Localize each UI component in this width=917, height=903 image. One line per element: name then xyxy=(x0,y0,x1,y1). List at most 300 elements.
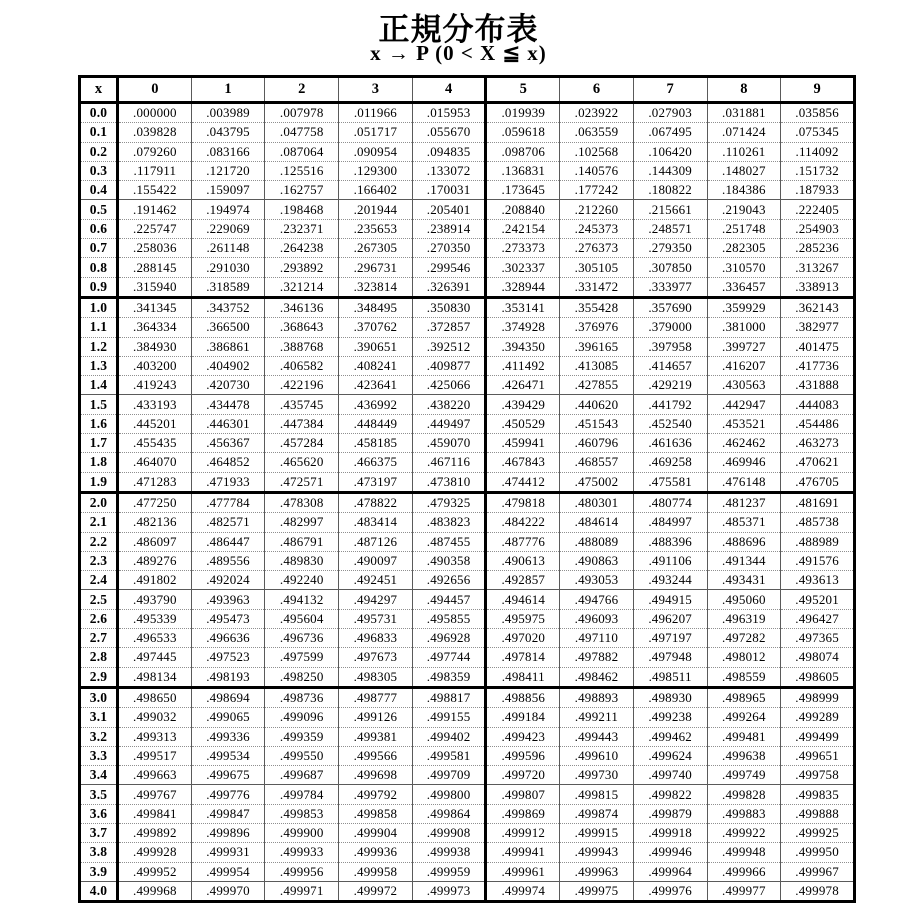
table-row-2.0 xyxy=(80,492,855,512)
table-cell: .457284 xyxy=(265,434,339,453)
table-cell: .326391 xyxy=(412,277,486,297)
table-cell: .235653 xyxy=(339,219,413,238)
table-cell: .497282 xyxy=(707,629,781,648)
table-cell: .499874 xyxy=(560,804,634,823)
table-row-1.3 xyxy=(80,356,855,375)
table-cell: .499958 xyxy=(339,862,413,881)
table-cell: .458185 xyxy=(339,434,413,453)
normal-distribution-table xyxy=(78,75,856,903)
header-cell-x: x xyxy=(80,77,118,103)
table-cell: .463273 xyxy=(781,434,855,453)
table-cell: .242154 xyxy=(486,219,560,238)
table-row-0.6 xyxy=(80,219,855,238)
table-cell: .496319 xyxy=(707,609,781,628)
page-title: 正規分布表 xyxy=(378,12,539,47)
table-cell: .497599 xyxy=(265,648,339,667)
table-cell: .414657 xyxy=(633,356,707,375)
table-cell: .258036 xyxy=(118,239,192,258)
table-cell: .087064 xyxy=(265,142,339,161)
table-cell: .307850 xyxy=(633,258,707,277)
table-cell: .499720 xyxy=(486,766,560,785)
table-cell: .499596 xyxy=(486,746,560,765)
table-row-1.6 xyxy=(80,414,855,433)
table-cell: .133072 xyxy=(412,161,486,180)
table-cell: .499858 xyxy=(339,804,413,823)
table-cell: .499581 xyxy=(412,746,486,765)
table-cell: .461636 xyxy=(633,434,707,453)
table-cell: .497523 xyxy=(191,648,265,667)
table-cell: .492024 xyxy=(191,571,265,590)
table-cell: .493053 xyxy=(560,571,634,590)
table-cell: .372857 xyxy=(412,318,486,337)
table-body xyxy=(80,103,855,902)
table-cell: .430563 xyxy=(707,376,781,395)
table-cell: .499946 xyxy=(633,843,707,862)
row-label: 1.1 xyxy=(80,318,118,337)
table-cell: .090954 xyxy=(339,142,413,161)
table-cell: .376976 xyxy=(560,318,634,337)
header-cell-0: 0 xyxy=(118,77,192,103)
table-cell: .499443 xyxy=(560,727,634,746)
table-cell: .499952 xyxy=(118,862,192,881)
table-cell: .499941 xyxy=(486,843,560,862)
table-cell: .374928 xyxy=(486,318,560,337)
table-cell: .098706 xyxy=(486,142,560,161)
table-row-0.2 xyxy=(80,142,855,161)
row-label: 3.4 xyxy=(80,766,118,785)
table-cell: .499776 xyxy=(191,785,265,804)
table-cell: .496093 xyxy=(560,609,634,628)
table-cell: .390651 xyxy=(339,337,413,356)
row-label: 3.0 xyxy=(80,687,118,707)
table-cell: .497744 xyxy=(412,648,486,667)
table-cell: .498305 xyxy=(339,667,413,687)
table-cell: .499264 xyxy=(707,708,781,727)
row-label: 0.7 xyxy=(80,239,118,258)
row-label: 1.0 xyxy=(80,297,118,317)
table-cell: .350830 xyxy=(412,297,486,317)
table-cell: .499638 xyxy=(707,746,781,765)
table-cell: .019939 xyxy=(486,103,560,123)
table-cell: .261148 xyxy=(191,239,265,258)
table-cell: .495339 xyxy=(118,609,192,628)
table-cell: .328944 xyxy=(486,277,560,297)
table-cell: .173645 xyxy=(486,181,560,200)
table-cell: .031881 xyxy=(707,103,781,123)
table-row-3.4 xyxy=(80,766,855,785)
header-cell-7: 7 xyxy=(633,77,707,103)
table-cell: .494132 xyxy=(265,590,339,609)
table-row-3.2 xyxy=(80,727,855,746)
table-cell: .491344 xyxy=(707,551,781,570)
table-row-4.0 xyxy=(80,881,855,901)
table-cell: .492656 xyxy=(412,571,486,590)
table-cell: .270350 xyxy=(412,239,486,258)
table-cell: .489830 xyxy=(265,551,339,570)
table-cell: .499687 xyxy=(265,766,339,785)
table-cell: .444083 xyxy=(781,395,855,414)
table-cell: .343752 xyxy=(191,297,265,317)
table-cell: .494297 xyxy=(339,590,413,609)
table-cell: .310570 xyxy=(707,258,781,277)
table-row-2.3 xyxy=(80,551,855,570)
row-label: 1.5 xyxy=(80,395,118,414)
table-cell: .498511 xyxy=(633,667,707,687)
table-cell: .125516 xyxy=(265,161,339,180)
table-cell: .225747 xyxy=(118,219,192,238)
table-cell: .436992 xyxy=(339,395,413,414)
table-cell: .435745 xyxy=(265,395,339,414)
table-cell: .499954 xyxy=(191,862,265,881)
table-cell: .381000 xyxy=(707,318,781,337)
table-cell: .282305 xyxy=(707,239,781,258)
table-cell: .051717 xyxy=(339,123,413,142)
table-cell: .366500 xyxy=(191,318,265,337)
table-cell: .433193 xyxy=(118,395,192,414)
table-cell: .353141 xyxy=(486,297,560,317)
row-label: 2.2 xyxy=(80,532,118,551)
table-cell: .219043 xyxy=(707,200,781,219)
table-cell: .323814 xyxy=(339,277,413,297)
table-row-3.6 xyxy=(80,804,855,823)
table-cell: .499096 xyxy=(265,708,339,727)
row-label: 2.0 xyxy=(80,492,118,512)
table-cell: .493613 xyxy=(781,571,855,590)
table-cell: .482571 xyxy=(191,513,265,532)
table-cell: .476148 xyxy=(707,472,781,492)
table-cell: .480774 xyxy=(633,492,707,512)
table-cell: .499869 xyxy=(486,804,560,823)
table-cell: .401475 xyxy=(781,337,855,356)
table-cell: .491106 xyxy=(633,551,707,570)
table-cell: .459941 xyxy=(486,434,560,453)
table-cell: .452540 xyxy=(633,414,707,433)
table-cell: .498559 xyxy=(707,667,781,687)
table-row-1.2 xyxy=(80,337,855,356)
table-cell: .499184 xyxy=(486,708,560,727)
table-cell: .498965 xyxy=(707,687,781,707)
table-cell: .498650 xyxy=(118,687,192,707)
header-cell-4: 4 xyxy=(412,77,486,103)
table-cell: .416207 xyxy=(707,356,781,375)
table-cell: .497948 xyxy=(633,648,707,667)
table-cell: .498893 xyxy=(560,687,634,707)
table-cell: .302337 xyxy=(486,258,560,277)
table-cell: .499888 xyxy=(781,804,855,823)
table-cell: .499336 xyxy=(191,727,265,746)
table-cell: .498462 xyxy=(560,667,634,687)
table-cell: .011966 xyxy=(339,103,413,123)
table-cell: .420730 xyxy=(191,376,265,395)
table-cell: .431888 xyxy=(781,376,855,395)
table-cell: .331472 xyxy=(560,277,634,297)
table-cell: .177242 xyxy=(560,181,634,200)
table-row-1.1 xyxy=(80,318,855,337)
table-cell: .499959 xyxy=(412,862,486,881)
table-cell: .499963 xyxy=(560,862,634,881)
table-cell: .495473 xyxy=(191,609,265,628)
table-cell: .384930 xyxy=(118,337,192,356)
table-cell: .498074 xyxy=(781,648,855,667)
table-cell: .396165 xyxy=(560,337,634,356)
table-cell: .071424 xyxy=(707,123,781,142)
table-cell: .490097 xyxy=(339,551,413,570)
table-cell: .499896 xyxy=(191,823,265,842)
table-cell: .499517 xyxy=(118,746,192,765)
table-cell: .494766 xyxy=(560,590,634,609)
table-cell: .499709 xyxy=(412,766,486,785)
table-cell: .499730 xyxy=(560,766,634,785)
table-cell: .491802 xyxy=(118,571,192,590)
table-cell: .477784 xyxy=(191,492,265,512)
table-cell: .296731 xyxy=(339,258,413,277)
table-cell: .159097 xyxy=(191,181,265,200)
table-cell: .251748 xyxy=(707,219,781,238)
table-cell: .499663 xyxy=(118,766,192,785)
table-cell: .313267 xyxy=(781,258,855,277)
row-label: 0.2 xyxy=(80,142,118,161)
table-cell: .499883 xyxy=(707,804,781,823)
table-cell: .441792 xyxy=(633,395,707,414)
table-cell: .426471 xyxy=(486,376,560,395)
table-cell: .484222 xyxy=(486,513,560,532)
table-cell: .315940 xyxy=(118,277,192,297)
table-cell: .481691 xyxy=(781,492,855,512)
table-cell: .499864 xyxy=(412,804,486,823)
table-cell: .493790 xyxy=(118,590,192,609)
table-cell: .438220 xyxy=(412,395,486,414)
table-cell: .476705 xyxy=(781,472,855,492)
table-cell: .488696 xyxy=(707,532,781,551)
table-cell: .499977 xyxy=(707,881,781,901)
table-cell: .423641 xyxy=(339,376,413,395)
table-cell: .496736 xyxy=(265,629,339,648)
table-cell: .205401 xyxy=(412,200,486,219)
table-cell: .362143 xyxy=(781,297,855,317)
table-cell: .413085 xyxy=(560,356,634,375)
table-row-0.1 xyxy=(80,123,855,142)
table-cell: .148027 xyxy=(707,161,781,180)
table-cell: .493244 xyxy=(633,571,707,590)
row-label: 0.1 xyxy=(80,123,118,142)
table-cell: .450529 xyxy=(486,414,560,433)
table-cell: .499313 xyxy=(118,727,192,746)
table-cell: .007978 xyxy=(265,103,339,123)
row-label: 1.3 xyxy=(80,356,118,375)
row-label: 1.8 xyxy=(80,453,118,472)
table-cell: .198468 xyxy=(265,200,339,219)
table-cell: .470621 xyxy=(781,453,855,472)
table-cell: .499610 xyxy=(560,746,634,765)
table-cell: .473810 xyxy=(412,472,486,492)
table-cell: .496427 xyxy=(781,609,855,628)
table-cell: .499943 xyxy=(560,843,634,862)
row-label: 0.9 xyxy=(80,277,118,297)
table-cell: .499815 xyxy=(560,785,634,804)
table-cell: .075345 xyxy=(781,123,855,142)
table-cell: .079260 xyxy=(118,142,192,161)
table-cell: .464070 xyxy=(118,453,192,472)
header-cell-5: 5 xyxy=(486,77,560,103)
table-cell: .492451 xyxy=(339,571,413,590)
table-cell: .499971 xyxy=(265,881,339,901)
table-cell: .498359 xyxy=(412,667,486,687)
table-cell: .499566 xyxy=(339,746,413,765)
table-cell: .063559 xyxy=(560,123,634,142)
table-cell: .499841 xyxy=(118,804,192,823)
row-label: 1.6 xyxy=(80,414,118,433)
table-cell: .488396 xyxy=(633,532,707,551)
table-cell: .499961 xyxy=(486,862,560,881)
table-cell: .499800 xyxy=(412,785,486,804)
table-cell: .460796 xyxy=(560,434,634,453)
table-cell: .488089 xyxy=(560,532,634,551)
table-cell: .497197 xyxy=(633,629,707,648)
row-label: 2.5 xyxy=(80,590,118,609)
table-cell: .000000 xyxy=(118,103,192,123)
table-cell: .496833 xyxy=(339,629,413,648)
table-cell: .499950 xyxy=(781,843,855,862)
table-cell: .333977 xyxy=(633,277,707,297)
table-cell: .110261 xyxy=(707,142,781,161)
table-cell: .499915 xyxy=(560,823,634,842)
table-cell: .492240 xyxy=(265,571,339,590)
table-cell: .499974 xyxy=(486,881,560,901)
table-cell: .495604 xyxy=(265,609,339,628)
table-cell: .245373 xyxy=(560,219,634,238)
table-cell: .083166 xyxy=(191,142,265,161)
table-cell: .151732 xyxy=(781,161,855,180)
table-row-3.7 xyxy=(80,823,855,842)
table-cell: .417736 xyxy=(781,356,855,375)
table-cell: .499758 xyxy=(781,766,855,785)
table-cell: .027903 xyxy=(633,103,707,123)
table-cell: .483823 xyxy=(412,513,486,532)
table-cell: .059618 xyxy=(486,123,560,142)
table-cell: .499925 xyxy=(781,823,855,842)
table-cell: .498736 xyxy=(265,687,339,707)
table-cell: .499792 xyxy=(339,785,413,804)
table-cell: .273373 xyxy=(486,239,560,258)
table-cell: .496533 xyxy=(118,629,192,648)
row-label: 3.2 xyxy=(80,727,118,746)
table-cell: .368643 xyxy=(265,318,339,337)
table-cell: .499918 xyxy=(633,823,707,842)
table-cell: .499211 xyxy=(560,708,634,727)
table-cell: .499481 xyxy=(707,727,781,746)
table-cell: .440620 xyxy=(560,395,634,414)
table-cell: .481237 xyxy=(707,492,781,512)
table-cell: .490613 xyxy=(486,551,560,570)
table-cell: .499931 xyxy=(191,843,265,862)
table-cell: .475002 xyxy=(560,472,634,492)
row-label: 2.7 xyxy=(80,629,118,648)
table-cell: .094835 xyxy=(412,142,486,161)
table-cell: .498605 xyxy=(781,667,855,687)
table-cell: .364334 xyxy=(118,318,192,337)
table-cell: .293892 xyxy=(265,258,339,277)
table-cell: .499936 xyxy=(339,843,413,862)
table-cell: .485371 xyxy=(707,513,781,532)
table-cell: .499948 xyxy=(707,843,781,862)
table-cell: .429219 xyxy=(633,376,707,395)
table-cell: .288145 xyxy=(118,258,192,277)
table-cell: .359929 xyxy=(707,297,781,317)
table-cell: .486791 xyxy=(265,532,339,551)
table-cell: .318589 xyxy=(191,277,265,297)
table-cell: .486097 xyxy=(118,532,192,551)
table-cell: .498134 xyxy=(118,667,192,687)
table-cell: .467843 xyxy=(486,453,560,472)
table-row-2.5 xyxy=(80,590,855,609)
table-cell: .495975 xyxy=(486,609,560,628)
table-cell: .394350 xyxy=(486,337,560,356)
table-row-1.8 xyxy=(80,453,855,472)
table-cell: .499740 xyxy=(633,766,707,785)
row-label: 3.5 xyxy=(80,785,118,804)
header-cell-3: 3 xyxy=(339,77,413,103)
row-label: 3.9 xyxy=(80,862,118,881)
table-cell: .465620 xyxy=(265,453,339,472)
table-cell: .305105 xyxy=(560,258,634,277)
table-cell: .468557 xyxy=(560,453,634,472)
table-cell: .498250 xyxy=(265,667,339,687)
table-row-0.8 xyxy=(80,258,855,277)
header-cell-9: 9 xyxy=(781,77,855,103)
table-cell: .408241 xyxy=(339,356,413,375)
table-cell: .471283 xyxy=(118,472,192,492)
row-label: 2.8 xyxy=(80,648,118,667)
row-label: 0.5 xyxy=(80,200,118,219)
table-cell: .341345 xyxy=(118,297,192,317)
table-cell: .355428 xyxy=(560,297,634,317)
table-cell: .162757 xyxy=(265,181,339,200)
table-cell: .248571 xyxy=(633,219,707,238)
table-cell: .229069 xyxy=(191,219,265,238)
table-cell: .498930 xyxy=(633,687,707,707)
table-cell: .499892 xyxy=(118,823,192,842)
table-row-1.0 xyxy=(80,297,855,317)
table-cell: .003989 xyxy=(191,103,265,123)
table-cell: .155422 xyxy=(118,181,192,200)
table-row-0.9 xyxy=(80,277,855,297)
table-cell: .370762 xyxy=(339,318,413,337)
table-row-2.2 xyxy=(80,532,855,551)
table-cell: .499807 xyxy=(486,785,560,804)
row-label: 0.3 xyxy=(80,161,118,180)
table-cell: .212260 xyxy=(560,200,634,219)
row-label: 2.1 xyxy=(80,513,118,532)
table-cell: .208840 xyxy=(486,200,560,219)
table-row-1.7 xyxy=(80,434,855,453)
table-cell: .425066 xyxy=(412,376,486,395)
table-cell: .456367 xyxy=(191,434,265,453)
table-cell: .499966 xyxy=(707,862,781,881)
table-cell: .496207 xyxy=(633,609,707,628)
table-cell: .291030 xyxy=(191,258,265,277)
table-cell: .499499 xyxy=(781,727,855,746)
table-row-0.5 xyxy=(80,200,855,219)
table-cell: .493963 xyxy=(191,590,265,609)
table-cell: .448449 xyxy=(339,414,413,433)
table-cell: .494915 xyxy=(633,590,707,609)
table-cell: .497673 xyxy=(339,648,413,667)
table-cell: .409877 xyxy=(412,356,486,375)
table-cell: .449497 xyxy=(412,414,486,433)
table-row-3.5 xyxy=(80,785,855,804)
table-cell: .279350 xyxy=(633,239,707,258)
table-cell: .499289 xyxy=(781,708,855,727)
